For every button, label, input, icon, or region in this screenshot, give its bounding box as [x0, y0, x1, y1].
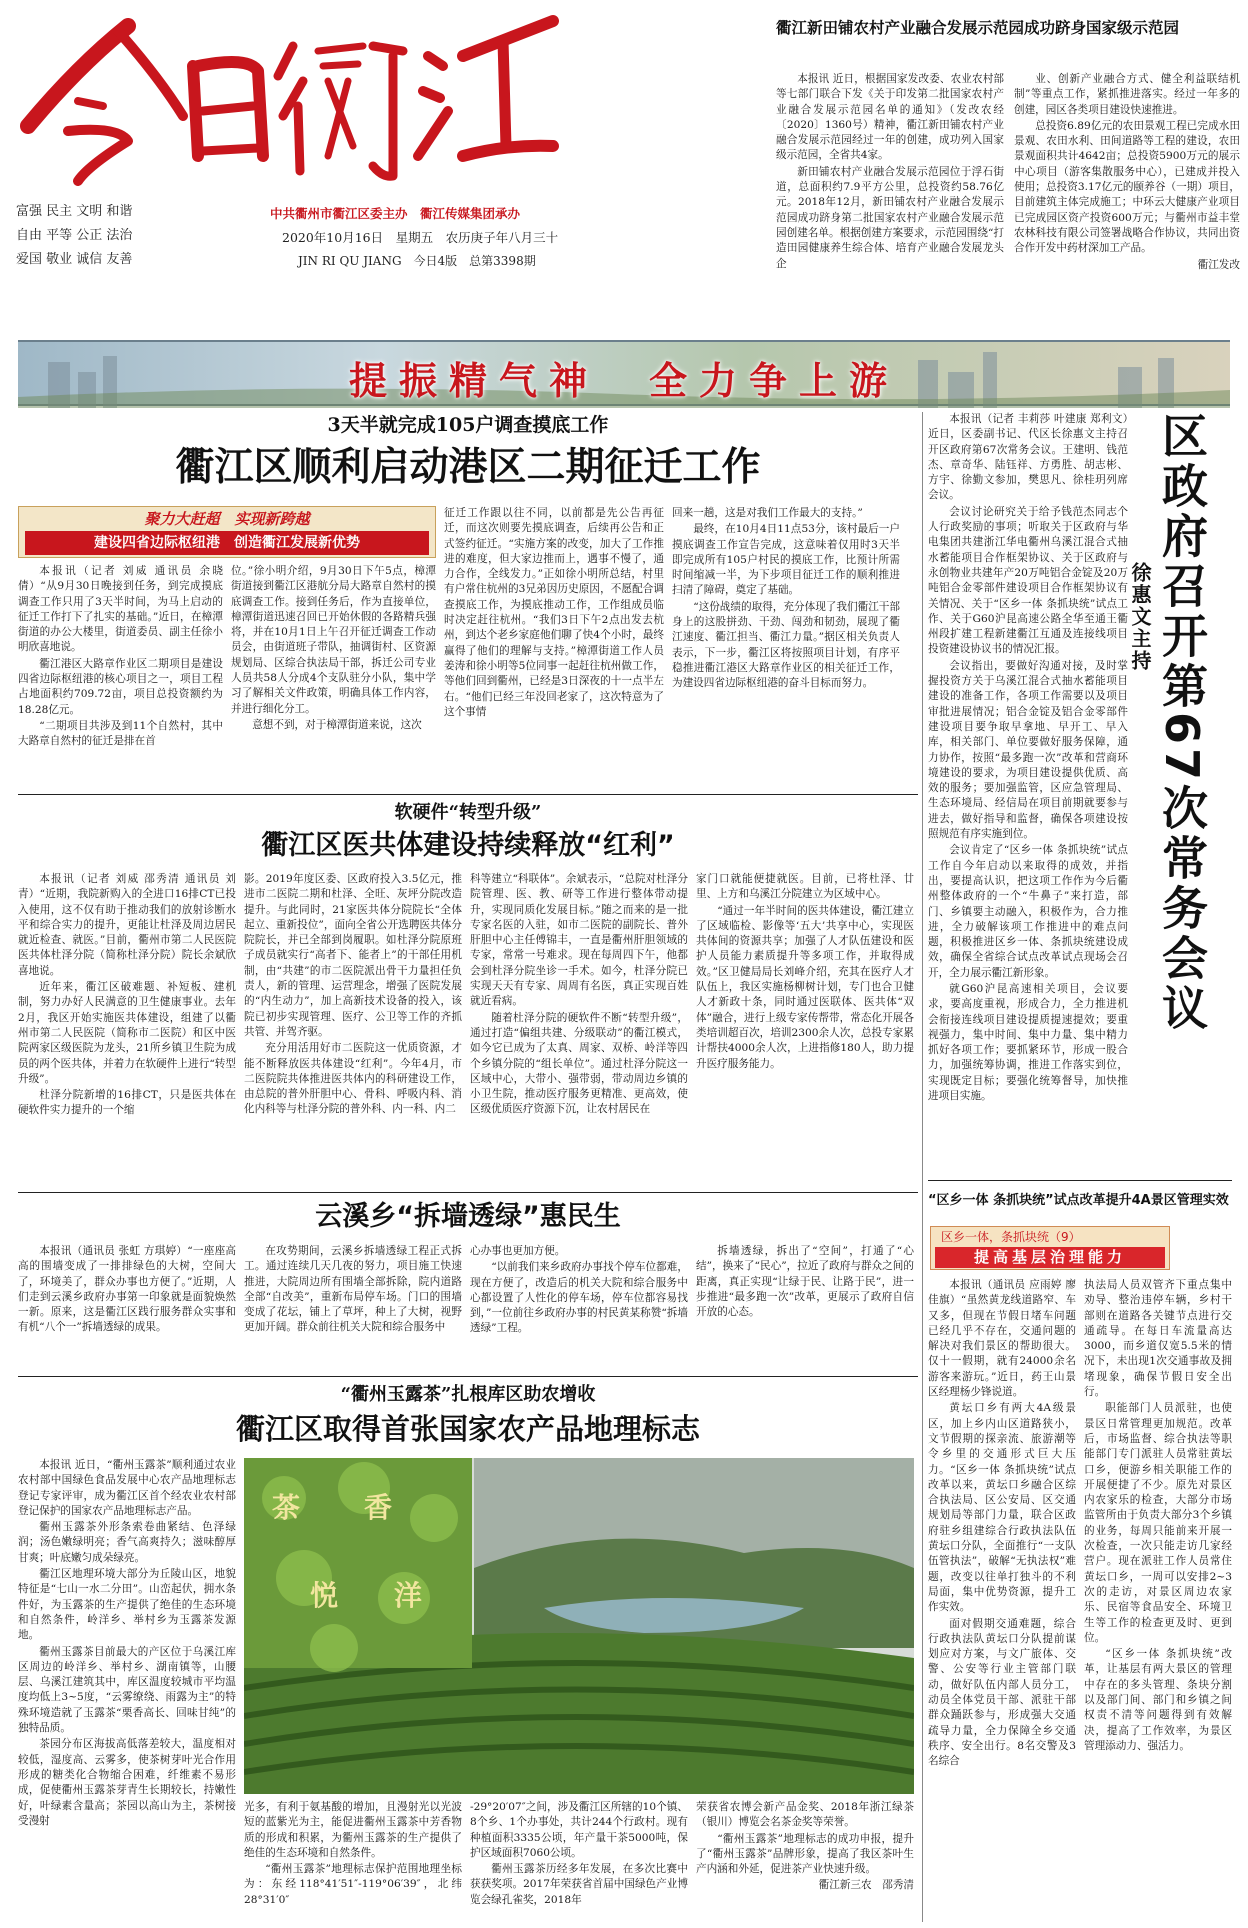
paragraph: 新田铺农村产业融合发展示范园位于浮石街道，总面积约7.9平方公里，总投资约58.76亿元。2018年12月，新田铺农村产业融合发展示范园成功跻身第二批国家农村产业融合发展示范园创建名单。根据创建方案要求，示范园围绕“打造田园健康养生综合体、培育产业融合发展龙头企	[776, 165, 1004, 270]
paragraph: 本报讯（记者 刘威 通讯员 余晓倩）“从9月30日晚接到任务，到完成摸底调查工作只用了3天半时间，为马上启动的征迁工作打下了扎实的基础。”近日，在樟潭街道的办公大楼里，街道委员、副主任徐小明欣喜地说。	[18, 565, 223, 654]
article-title: “区乡一体 条抓块统”试点改革提升4A景区管理实效	[928, 1193, 1229, 1208]
article-title: 衢江区医共体建设持续释放“红利”	[261, 830, 675, 861]
paragraph: 科等建立“科联体”。余斌表示，“总院对杜泽分院管理、医、教、研等工作进行整体带动提升，实现同质化发展目标。”随之而来的是一批专家名医的入驻，如市二医院的副院长、普外肝胆中心主任傅锦丰，一直是衢州肝胆领域的专家，常常一号难求。现在每周四下午，他都会到杜泽分院坐诊一手术。如今，杜泽分院已实现天天有专家、周周有名医，真正实现百姓就近看病。	[470, 873, 688, 1008]
campaign-badge	[18, 506, 436, 558]
paragraph: 充分用活用好市二医院这一优质资源，才能不断释放医共体建设“红利”。今年4月，市二医院院共体推进医共体内的科研建设工作，由总院的普外肝胆中心、骨科、呼吸内科、消化内科等与杜泽分院的普外科、内一科、内二	[244, 1042, 462, 1116]
article-port-relocation	[18, 412, 918, 782]
tea-garden-illustration	[244, 1458, 914, 1794]
sponsor-line: 中共衢州市衢江区委主办 衢江传媒集团承办	[270, 206, 521, 221]
paragraph: 位。”徐小明介绍，9月30日下午5点，樟潭街道接到衢江区港航分局大路章自然村的摸底调查工作。接到任务后，作为直接单位，樟潭街道迅速召回已开始休假的各路精兵强将，并在10月1日上午召开征迁调查工作动员会，由街道班子带队，抽调街村、区资源规划局、区综合执法局干部，拆迁公司专业人员共58人分成4个支队驻分小队，集中学习了解相关文件政策，明确具体工作内容，并进行细化分工。	[231, 565, 436, 715]
slogan-banner	[18, 340, 1230, 406]
paragraph: 衢州玉露茶外形条索卷曲紧结、色泽绿润；汤色嫩绿明亮；香气高爽持久；滋味醇厚甘爽；叶底嫩匀成朵绿亮。	[18, 1521, 236, 1564]
article-title: 云溪乡“拆墙透绿”惠民生	[315, 1201, 621, 1232]
article-column	[696, 872, 914, 1172]
article-scenic-area	[928, 1180, 1232, 1920]
article-medical-community	[18, 800, 918, 1180]
paragraph: 随着杜泽分院的硬软件不断“转型升级”，通过打造“偏组共建、分级联动”的衢江模式，如今它已成为了太真、周家、双桥、岭洋等四个乡镇分院的“组长单位”。通过杜泽分院这一区域中心，大带小、强带弱，带动周边乡镇的小卫生院，推动医疗服务更精准、更高效，使区级优质医疗资源下沉，让农村居民在	[470, 1011, 688, 1116]
core-values-line-1: 富强 民主 文明 和谐	[16, 204, 133, 219]
paragraph: 本报讯（记者 刘威 邵秀清 通讯员 刘青）“近期，我院新购入的全进口16排CT已投入使用，这不仅有助于推动我们的放射诊断水平和综合实力的提升，更能让杜泽及周边居民就近检查、就医。”目前，衢州市第二人民医院医共体杜泽分院（简称杜泽分院）院长余斌欣喜地说。	[18, 873, 236, 977]
paragraph: 拆墙透绿，拆出了“空间”，打通了“心结”，换来了“民心”，拉近了政府与群众之间的距离，真正实现“让绿于民、让路于民”，进一步推进“最多跑一次”改革，更展示了政府自信开放的心态。	[696, 1245, 914, 1319]
article-column	[444, 506, 664, 779]
article-column	[231, 564, 436, 779]
paragraph: 本报讯（通讯员 应雨婷 廖佳旗）“虽然黄龙线道路窄、车又多，但现在节假日堵车问题已经几乎不存在，交通问题的解决对我们景区的帮助很大。仅十一假期，就有24000余名游客来游玩。”近日，药王山景区经理杨少锋说道。	[928, 1279, 1076, 1399]
paragraph: 衢江新三农 邵秀清	[818, 1879, 914, 1892]
paragraph: “衢州玉露茶”地理标志的成功申报，提升了“衢州玉露茶”品牌形象，提高了我区茶叶生产内涵和外延，促进茶产业快速升级。	[696, 1832, 914, 1876]
paragraph: 会议肯定了“区乡一体 条抓块统”试点工作自今年启动以来取得的成效，并指出，要提高认识，把这项工作作为今后衢州整体政府的一个“牛鼻子”来打造，部门、乡镇要主动融入，积极作为，合力推进，全力破解该项工作推进中的难点问题，积极推进区乡一体、条抓块统建设成效，确保全省综合试点改革试点现场会召开，全力展示衢江新形象。	[928, 844, 1128, 979]
tea-garden-photo	[244, 1458, 914, 1794]
banner-text: 提振精气神 全力争上游	[348, 359, 899, 403]
paragraph: “这份战绩的取得，充分体现了我们衢江干部身上的这股拼劲、干劲、闯劲和韧劲，展现了衢江速度、衢江担当、衢江力量。”据区相关负责人表示，下一步，衢江区将按照项目计划，有序平稳推进衢江港区大路章作业区的相关征迁工作，为建设四省边际枢纽港的奋斗目标而努力。	[672, 600, 900, 690]
article-column	[470, 1244, 688, 1364]
paragraph: -29°20′07″之间，涉及衢江区所辖的10个镇、8个乡、1个办事处，共计244个行政村。现有种植面积3335公顷，年产量干茶5000吨，保护区域面积7060公顷。	[470, 1801, 688, 1859]
paragraph: “衢州玉露茶”地理标志保护范围地理坐标为：东经118°41′51″-119°06′39″，北纬28°31′0″	[244, 1863, 462, 1906]
paragraph: 衢江发改	[1197, 258, 1240, 271]
paragraph: 执法局人员双管齐下重点集中劝导、整治违停车辆，乡村干部则在道路各关键节点进行交通疏导。在每日车流量高达3000，而乡道仅宽5.5米的情况下，未出现1次交通事故及拥堵现象，确保节假日安全出行。	[1084, 1279, 1232, 1399]
masthead	[0, 0, 760, 275]
article-column	[1084, 1278, 1232, 1918]
paragraph: “以前我们来乡政府办事找个停车位都难，现在方便了，改造后的机关大院和综合服务中心都设置了人性化的停车场，停车位都容易找到，”一位前往乡政府办事的村民黄某称赞“拆墙透绿”工程。	[470, 1261, 688, 1335]
article-demonstration-park	[776, 10, 1240, 330]
article-wall-removal	[18, 1198, 918, 1368]
paragraph: 本报讯（通讯员 张虹 方琪婷）“一座座高高的围墙变成了一排排绿色的大树，空间大了，环境美了，群众办事也方便了。”近期，人们走到云溪乡政府办事第一印象就是面貌焕然一新。原来，这是衢江区践行服务群众实事和有机“八个一”拆墙透绿的成果。	[18, 1245, 236, 1334]
article-subtitle: 徐惠文主持	[1128, 562, 1152, 672]
paragraph: 衢江区地理环境大部分为丘陵山区，地貌特征是“七山一水二分田”。山峦起伏，拥水条件好，为玉露茶的生产提供了绝佳的生态环境和自然条件，岭洋乡、举村乡为玉露茶发源地。	[18, 1568, 236, 1642]
date-line: 2020年10月16日 星期五 农历庚子年八月三十	[282, 230, 559, 245]
paragraph: 本报讯 近日，根据国家发改委、农业农村部等七部门联合下发《关于印发第二批国家农村产业融合发展示范园名单的通知》（发改农经〔2020〕1360号）精神，衢江新田铺农村产业融合发展示范园经过一年的创建，成功列入国家级示范园，全省共4家。	[776, 73, 1004, 162]
core-values-line-3: 爱国 敬业 诚信 友善	[16, 252, 133, 267]
campaign-badge-bottom: 建设四省边际枢纽港 创造衢江发展新优势	[25, 531, 429, 555]
article-column	[928, 1278, 1076, 1918]
article-title: 区政府召开第67次常务会议	[1155, 412, 1209, 1035]
article-column	[18, 1244, 236, 1364]
paragraph: “二期项目共涉及到11个自然村，其中大路章自然村的征迁是排在首	[18, 719, 223, 748]
article-geographic-indication	[18, 1382, 918, 1922]
column-divider	[922, 412, 923, 1922]
paragraph: 家门口就能便捷就医。目前，已将杜泽、廿里、上方和乌溪江分院建立为区域中心。	[696, 873, 914, 901]
article-column	[696, 1800, 914, 1918]
paragraph: 回来一趟，这是对我们工作最大的支持。”	[672, 507, 863, 519]
article-column	[244, 1244, 462, 1364]
article-title: 衢江区取得首张国家农产品地理标志	[235, 1412, 700, 1446]
paragraph: 衢江港区大路章作业区二期项目是建设四省边际枢纽港的核心项目之一，项目工程占地面积约709.72亩，项目总投资额约为18.28亿元。	[18, 657, 223, 716]
article-kicker: 3天半就完成105户调查摸底工作	[327, 414, 609, 436]
series-badge-bottom: 提高基层治理能力	[935, 1247, 1165, 1268]
paragraph: 荣获省农博会新产品金奖、2018年浙江绿茶（银川）博览会名茶金奖等荣誉。	[696, 1801, 914, 1829]
newspaper-logo	[8, 6, 568, 186]
paragraph: 衢州玉露茶历经多年发展，在多次比赛中获获奖项。2017年荣获省首届中国绿色产业博览会绿孔雀奖，2018年	[470, 1863, 688, 1906]
photo-char: 悦	[310, 1579, 339, 1612]
photo-char: 香	[364, 1491, 393, 1524]
paragraph: 在攻势期间，云溪乡拆墙透绿工程正式拆工。通过连续几天几夜的努力，项目施工快速推进，大院周边所有围墙全部拆除，院内道路全部“自改美”，重新布局停车场。门口的围墙变成了花坛，铺上了草坪，种上了大树，视野更加开阔。群众前往机关大院和综合服务中	[244, 1245, 462, 1334]
campaign-badge-top: 聚力大赶超 实现新跨越	[144, 510, 310, 528]
paragraph: 近年来，衢江区破难题、补短板、建机制，努力办好人民满意的卫生健康事业。去年2月，我区开始实施医共体建设，组建了以衢州市第二人民医院（简称市二医院）和区中医院两家区级医院为龙头，21所乡镇卫生院为成员的两个医共体，并着力在软硬件上进行“转型升级”。	[18, 981, 236, 1085]
article-column	[776, 72, 1004, 324]
issue-line: JIN RI QU JIANG 今日4版 总第3398期	[298, 254, 536, 268]
paragraph: 本报讯（记者 丰莉莎 叶建康 郑利文）近日，区委副书记、代区长徐惠文主持召开区政府第67次常务会议。王建明、钱范杰、章奇华、陆钰祥、方勇胜、胡志彬、方宇、徐勤文参加，樊思凡、徐桂玥列席会议。	[928, 413, 1128, 502]
article-kicker: 软硬件“转型升级”	[394, 802, 542, 823]
article-column	[1014, 72, 1240, 324]
paragraph: 意想不到，对于樟潭街道来说，这次	[252, 718, 422, 731]
paragraph: 职能部门人员派驻，也使景区日常管理更加规范。改革后，市场监督、综合执法等职能部门专门派驻人员常驻黄坛口乡，便游乡相关职能工作的开展便捷了不少。原先对景区内农家乐的检查，大部分市场监管所由于负责大部分3个乡镇的业务，每周只能前来开展一次检查，一次只能走访几家经营户。现在派驻工作人员常住黄坛口乡，一周可以安排2~3次的走访，对景区周边农家乐、民宿等食品安全、环境卫生等工作的检查更及时、更到位。	[1084, 1402, 1232, 1644]
article-column	[18, 564, 223, 779]
article-column	[244, 872, 462, 1172]
paragraph: 心办事也更加方便。	[470, 1245, 566, 1257]
paragraph: 总投资6.89亿元的农田景观工程已完成水田景观、农田水利、田间道路等工程的建设，农田景观面积共计4642亩；总投资5900万元的展示中心项目（游客集散服务中心），已建成并投入使用；总投资3.17亿元的颐养谷（一期）项目，目前建筑主体完成施工；中环云大健康产业项目已完成园区资产投资600万元；与衢州市益丰堂农林科技有限公司签署战略合作协议，共同出资合作开发中药材深加工产品。	[1014, 119, 1240, 255]
article-column	[928, 412, 1128, 1172]
paragraph: 面对假期交通难题，综合行政执法队黄坛口分队提前谋划应对方案，与文广旅体、交警、公安等行业主管部门联动，做好队伍内部人员分工，动员全体党员干部、派驻干部群众踊跃参与，形成强大交通疏导力量，全力保障全乡交通秩序、安全出行。8名交警及3名综合	[928, 1617, 1076, 1768]
article-title: 衢江新田铺农村产业融合发展示范园成功跻身国家级示范园	[776, 19, 1180, 37]
article-column	[696, 1244, 914, 1364]
paragraph: 会议讨论研究关于给予钱范杰同志个人行政奖励的事项；听取关于区政府与华电集团共建浙江华电衢州乌溪江混合式抽水蓄能项目合作框架协议、关于区政府与永创物业共建年产20万吨铝合金锭及20万吨铝合金零部件建设项目合作框架协议有关情况、关于“区乡一体 条抓块统”试点工作、关于G60沪昆高速公路全华至通王衢州段扩建工程新建衢江互通及连接线项目投资建设协议书的情况汇报。	[928, 505, 1128, 656]
paragraph: 就G60沪昆高速相关项目，会议要求，要高度重视，形成合力，全力推进机会衔接连线项目建设提质提速提效；要重视强力，集中时间、集中力量、集中精力抓好各项工作；要抓紧环节，形成一股合力，加强统筹协调，推进工作落实到位，实现既定目标；要强化统筹督导，加快推进项目实施。	[928, 982, 1128, 1103]
paragraph: 影。2019年度区委、区政府投入3.5亿元，推进市二医院二期和杜泽、全旺、灰坪分院改造提升。与此同时，21家医共体分院院长“全体起立、重新投位”，面向全省公开选聘医共体分院院长，并已全部到岗履职。如杜泽分院原班子成员就实行“高者下、能者上”的干部任用机制，由“共建”的市二医院派出骨干力量担任负责人，新的管理、运营理念，增强了医院发展的“内生动力”，加上高新技术设备的投入，该院已初步实现管理、医疗、公卫等工作的齐抓共管、并驾齐驱。	[244, 873, 462, 1038]
article-column	[18, 1458, 236, 1918]
article-column	[18, 872, 236, 1172]
paragraph: “通过一年半时间的医共体建设，衢江建立了区域临检、影像等‘五大’共享中心，实现医共体间的资源共享；加强了人才队伍建设和医护人员能力素质提升等多项工作，并取得成效。”区卫健局局长刘峰介绍，充其在医疗人才队伍上，我区实施杨柳树计划，专门也合卫健人才新政十条，同时通过医联体、医共体“双体”融合，进行上级专家传帮带，常态化开展各类培训超百次，培训2300余人次，总投专家累计帮扶4000余人次，上进指修180人，助力提升医疗服务能力。	[696, 904, 914, 1070]
paragraph: “区乡一体 条抓块统”改革，让基层有两大景区的管理中存在的多头管理、条块分割以及部门间、部门和乡镇之间权责不清等问题得到有效解决，提高了工作效率，为景区管理添动力、强活力。	[1084, 1648, 1232, 1752]
paragraph: 光多，有利于氨基酸的增加，且漫射光以光波短的蓝紫光为主，能促进衢州玉露茶中芳香物质的形成和积累，为衢州玉露茶的生产提供了绝佳的生态环境和自然条件。	[244, 1801, 462, 1859]
core-values-line-2: 自由 平等 公正 法治	[16, 228, 133, 243]
photo-char: 茶	[272, 1491, 301, 1524]
paragraph: 业、创新产业融合方式、健全利益联结机制”等重点工作，紧抓推进落实。经过一年多的创建，园区各类项目建设快速推进。	[1014, 73, 1240, 116]
paragraph: 本报讯 近日，“衢州玉露茶”顺利通过农业农村部中国绿色食品发展中心农产品地理标志登记专家评审，成为衢江区首个经农业农村部登记保护的国家农产品地理标志产品。	[18, 1459, 236, 1517]
paragraph: 征迁工作跟以往不同，以前都是先公告再征迁，而这次则要先摸底调查，后续再公告和正式签约征迁。“实施方案的改变，加大了工作推进的难度，但大家边推而上，遇事不慢了，通力合作，全线发力。”正如徐小明所总结，村里有户常住杭州的3兄弟因历史原因，不愿配合调查摸底工作，为摸底推动工作，工作组成员临时决定赶往杭州。“我们3日下午2点出发去杭州，到达个老乡家庭他们聊了快4个小时，最终赢得了他们的理解与支持。”樟潭街道工作人员姜涛和徐小明等5位同事一起赶往杭州做工作，等他们回到衢州，已经是3日深夜的十一点半左右。“他们已经三年没回老家了，这次特意为了这个事情	[444, 507, 664, 718]
article-kicker: “衢州玉露茶”扎根库区助农增收	[340, 1384, 596, 1405]
paragraph: 茶园分布区海拔高低落差较大，温度相对较低，湿度高、云雾多，使茶树芽叶光合作用形成的糖类化合物缩合困难，纤维素不易形成，促使衢州玉露茶芽青生长期较长，持嫩性好，叶绿素含量高；茶园以高山为主，茶树接受漫射	[18, 1738, 236, 1827]
paragraph: 衢州玉露茶目前最大的产区位于乌溪江库区周边的岭洋乡、举村乡、湖南镇等，山腰层、乌溪江建筑其中，库区温度较城市平均温度均低上3~5度，“云雾缭绕、雨露为主”的特殊环境造就了玉露茶“栗香高长、回味甘纯”的独特品质。	[18, 1645, 236, 1735]
article-column	[470, 872, 688, 1172]
article-title: 衢江区顺利启动港区二期征迁工作	[175, 445, 761, 490]
article-govt-meeting	[928, 412, 1232, 1172]
photo-char: 洋	[394, 1579, 423, 1612]
paragraph: 最终，在10月4日11点53分，该村最后一户摸底调查工作宣告完成，这意味着仅用时3天半即完成所有105户村民的摸底工作，比预计所需时间缩减一半，为下步项目征迁工作的顺利推进扫清了障碍，奠定了基础。	[672, 523, 900, 597]
paragraph: 杜泽分院新增的16排CT，只是医共体在硬软件实力提升的一个缩	[18, 1089, 236, 1117]
article-column	[672, 506, 900, 779]
series-badge-top: 区乡一体，条抓块统（9）	[941, 1230, 1081, 1244]
series-badge	[930, 1226, 1170, 1270]
paragraph: 黄坛口乡有两大4A级景区，加上乡内山区道路狭小，文节假期的探亲流、旅游潮等令乡里的交通形式巨大压力。“区乡一体 条抓块统”试点改革以来，黄坛口乡融合区综合执法局、区公安局、区交通规划局等部门力量，联合区政府驻乡组建综合行政执法队伍黄坛口分队，全面推行“一支队伍管执法”，破解“无执法权”难题，改变以往单打独斗的不利局面，集中优势资源，提升工作实效。	[928, 1402, 1076, 1614]
paragraph: 会议指出，要做好沟通对接，及时掌握投资方关于乌溪江混合式抽水蓄能项目建设的准备工作，各项工作需要以及项目审批进展情况；铝合金锭及铝合金零部件建设项目要争取早拿地、早开工、早入库，相关部门、单位要做好服务保障，通力协作，按照“最多跑一次”改革和营商环境建设的要求，为项目建设提供优质、高效的服务；要加强监管，区应急管理局、生态环境局、经信局在项目前期就要参与进去，做好指导和监督，确保各项建设按照规范有序实施到位。	[928, 659, 1128, 841]
article-column	[470, 1800, 688, 1918]
article-column	[244, 1800, 462, 1918]
